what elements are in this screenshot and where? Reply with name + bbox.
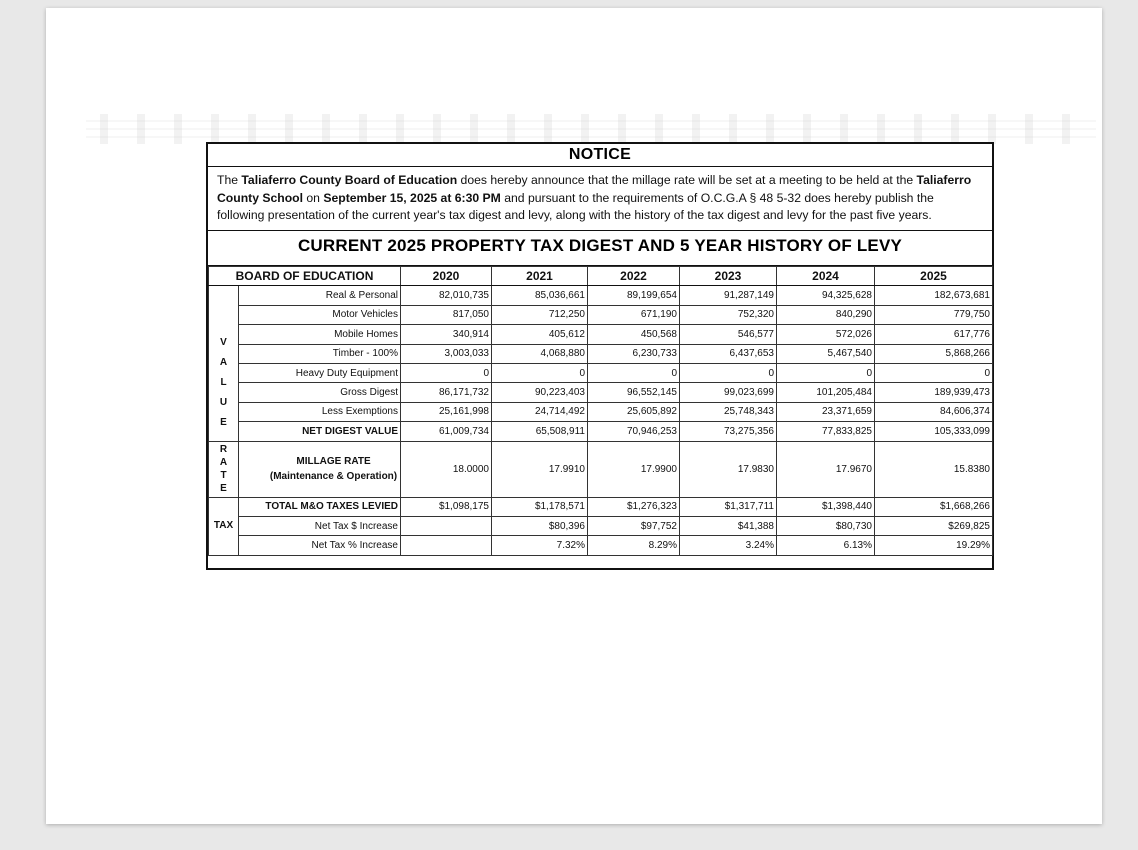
table-cell: $1,668,266: [875, 497, 993, 516]
table-row: [209, 516, 993, 535]
year-header: 2023: [680, 267, 777, 286]
table-cell: 17.9670: [777, 441, 875, 497]
table-cell: 25,605,892: [588, 402, 680, 421]
table-cell: 17.9910: [492, 441, 588, 497]
table-cell: 0: [777, 363, 875, 382]
table-cell: 182,673,681: [875, 286, 993, 305]
table-cell: 99,023,699: [680, 383, 777, 402]
year-header: 2024: [777, 267, 875, 286]
table-cell: 3,003,033: [401, 344, 492, 363]
row-label: Motor Vehicles: [239, 305, 401, 324]
row-label: Real & Personal: [239, 286, 401, 305]
table-cell: 450,568: [588, 325, 680, 344]
side-letter: U: [219, 397, 228, 409]
row-label: Mobile Homes: [239, 325, 401, 344]
table-cell: 17.9900: [588, 441, 680, 497]
table-cell: 7.32%: [492, 536, 588, 555]
table-cell: $1,098,175: [401, 497, 492, 516]
side-letter: A: [219, 357, 228, 369]
year-header: 2025: [875, 267, 993, 286]
table-row: [209, 344, 993, 363]
table-cell: 90,223,403: [492, 383, 588, 402]
table-cell: 73,275,356: [680, 422, 777, 441]
millage-rate-label: [239, 441, 401, 497]
table-cell: 91,287,149: [680, 286, 777, 305]
millage-rate-title: MILLAGE RATE: [296, 456, 371, 468]
intro-text: The: [217, 173, 242, 187]
notice-intro: [208, 167, 992, 231]
table-cell: 0: [492, 363, 588, 382]
year-header: 2022: [588, 267, 680, 286]
year-header: 2020: [401, 267, 492, 286]
digest-heading: CURRENT 2025 PROPERTY TAX DIGEST AND 5 YEAR HISTORY OF LEVY: [208, 231, 992, 266]
side-letter: E: [220, 483, 227, 495]
table-cell: 101,205,484: [777, 383, 875, 402]
table-row: [209, 383, 993, 402]
table-cell: 77,833,825: [777, 422, 875, 441]
table-row: [209, 402, 993, 421]
table-row: [209, 325, 993, 344]
row-label: Gross Digest: [239, 383, 401, 402]
table-cell: 105,333,099: [875, 422, 993, 441]
table-cell: 23,371,659: [777, 402, 875, 421]
table-cell: 6,437,653: [680, 344, 777, 363]
table-cell: 712,250: [492, 305, 588, 324]
table-cell: $269,825: [875, 516, 993, 535]
table-cell: 94,325,628: [777, 286, 875, 305]
row-label: Less Exemptions: [239, 402, 401, 421]
table-cell: 405,612: [492, 325, 588, 344]
table-cell: $80,730: [777, 516, 875, 535]
table-cell: 0: [401, 363, 492, 382]
table-cell: 6.13%: [777, 536, 875, 555]
side-letter: E: [220, 417, 227, 429]
table-cell: 3.24%: [680, 536, 777, 555]
row-label: Timber - 100%: [239, 344, 401, 363]
table-cell: 4,068,880: [492, 344, 588, 363]
table-cell: 17.9830: [680, 441, 777, 497]
table-cell: 671,190: [588, 305, 680, 324]
table-cell: $80,396: [492, 516, 588, 535]
table-cell: 70,946,253: [588, 422, 680, 441]
document-page: [46, 8, 1102, 824]
table-cell: 6,230,733: [588, 344, 680, 363]
table-cell: 752,320: [680, 305, 777, 324]
table-row: [209, 305, 993, 324]
table-row: [209, 497, 993, 516]
table-cell: 340,914: [401, 325, 492, 344]
table-cell: 5,868,266: [875, 344, 993, 363]
table-cell: 0: [588, 363, 680, 382]
side-letter: A: [219, 457, 228, 469]
tax-side-label: TAX: [209, 497, 239, 555]
table-cell: 779,750: [875, 305, 993, 324]
row-label: Net Tax % Increase: [239, 536, 401, 555]
side-letter: L: [220, 377, 227, 389]
table-cell: 24,714,492: [492, 402, 588, 421]
table-cell: 8.29%: [588, 536, 680, 555]
table-row: [209, 363, 993, 382]
table-cell: 817,050: [401, 305, 492, 324]
notice-box: [206, 142, 994, 570]
rate-side-label: [209, 441, 239, 497]
table-cell: [401, 516, 492, 535]
table-cell: 840,290: [777, 305, 875, 324]
table-cell: 19.29%: [875, 536, 993, 555]
row-label: NET DIGEST VALUE: [239, 422, 401, 441]
table-cell: 86,171,732: [401, 383, 492, 402]
value-side-label: [209, 286, 239, 441]
table-cell: $41,388: [680, 516, 777, 535]
side-letter: T: [220, 470, 227, 482]
table-cell: 572,026: [777, 325, 875, 344]
table-cell: 18.0000: [401, 441, 492, 497]
table-cell: 0: [875, 363, 993, 382]
row-label: Heavy Duty Equipment: [239, 363, 401, 382]
table-cell: 65,508,911: [492, 422, 588, 441]
intro-text: does hereby announce that the millage rate will be set at a meeting to be held at the: [457, 173, 917, 187]
table-row: [209, 286, 993, 305]
table-row: [209, 536, 993, 555]
intro-bold-school: Taliaferro County School: [217, 173, 972, 205]
table-cell: 85,036,661: [492, 286, 588, 305]
notice-title: NOTICE: [208, 144, 992, 167]
intro-text: on: [303, 190, 324, 205]
table-cell: 82,010,735: [401, 286, 492, 305]
table-header-row: [209, 267, 993, 286]
tax-digest-table: [208, 266, 993, 556]
table-cell: 5,467,540: [777, 344, 875, 363]
table-cell: 189,939,473: [875, 383, 993, 402]
table-cell: $1,178,571: [492, 497, 588, 516]
scan-artifact: [86, 114, 1096, 144]
side-letter: V: [220, 337, 227, 349]
table-cell: [401, 536, 492, 555]
intro-bold-date: September 15, 2025 at 6:30 PM: [323, 190, 501, 205]
board-of-education-header: BOARD OF EDUCATION: [209, 267, 401, 286]
table-cell: 89,199,654: [588, 286, 680, 305]
millage-rate-row: [209, 441, 993, 497]
table-row: [209, 422, 993, 441]
row-label: TOTAL M&O TAXES LEVIED: [239, 497, 401, 516]
millage-rate-subtitle: (Maintenance & Operation): [269, 471, 398, 483]
side-letter: R: [219, 444, 228, 456]
table-cell: 84,606,374: [875, 402, 993, 421]
table-cell: 96,552,145: [588, 383, 680, 402]
table-cell: 25,748,343: [680, 402, 777, 421]
year-header: 2021: [492, 267, 588, 286]
table-cell: 546,577: [680, 325, 777, 344]
table-cell: 617,776: [875, 325, 993, 344]
table-cell: $97,752: [588, 516, 680, 535]
intro-text: and pursuant to the requirements of O.C.G.A § 48 5-32 does hereby publish the following presentation of the current year's tax digest and levy, along with the history of the tax digest and levy for the past five years.: [217, 190, 934, 222]
table-cell: 25,161,998: [401, 402, 492, 421]
table-cell: $1,317,711: [680, 497, 777, 516]
table-cell: 15.8380: [875, 441, 993, 497]
row-label: Net Tax $ Increase: [239, 516, 401, 535]
table-cell: 0: [680, 363, 777, 382]
table-cell: $1,276,323: [588, 497, 680, 516]
table-cell: $1,398,440: [777, 497, 875, 516]
table-cell: 61,009,734: [401, 422, 492, 441]
intro-bold-board: Taliaferro County Board of Education: [241, 173, 458, 187]
